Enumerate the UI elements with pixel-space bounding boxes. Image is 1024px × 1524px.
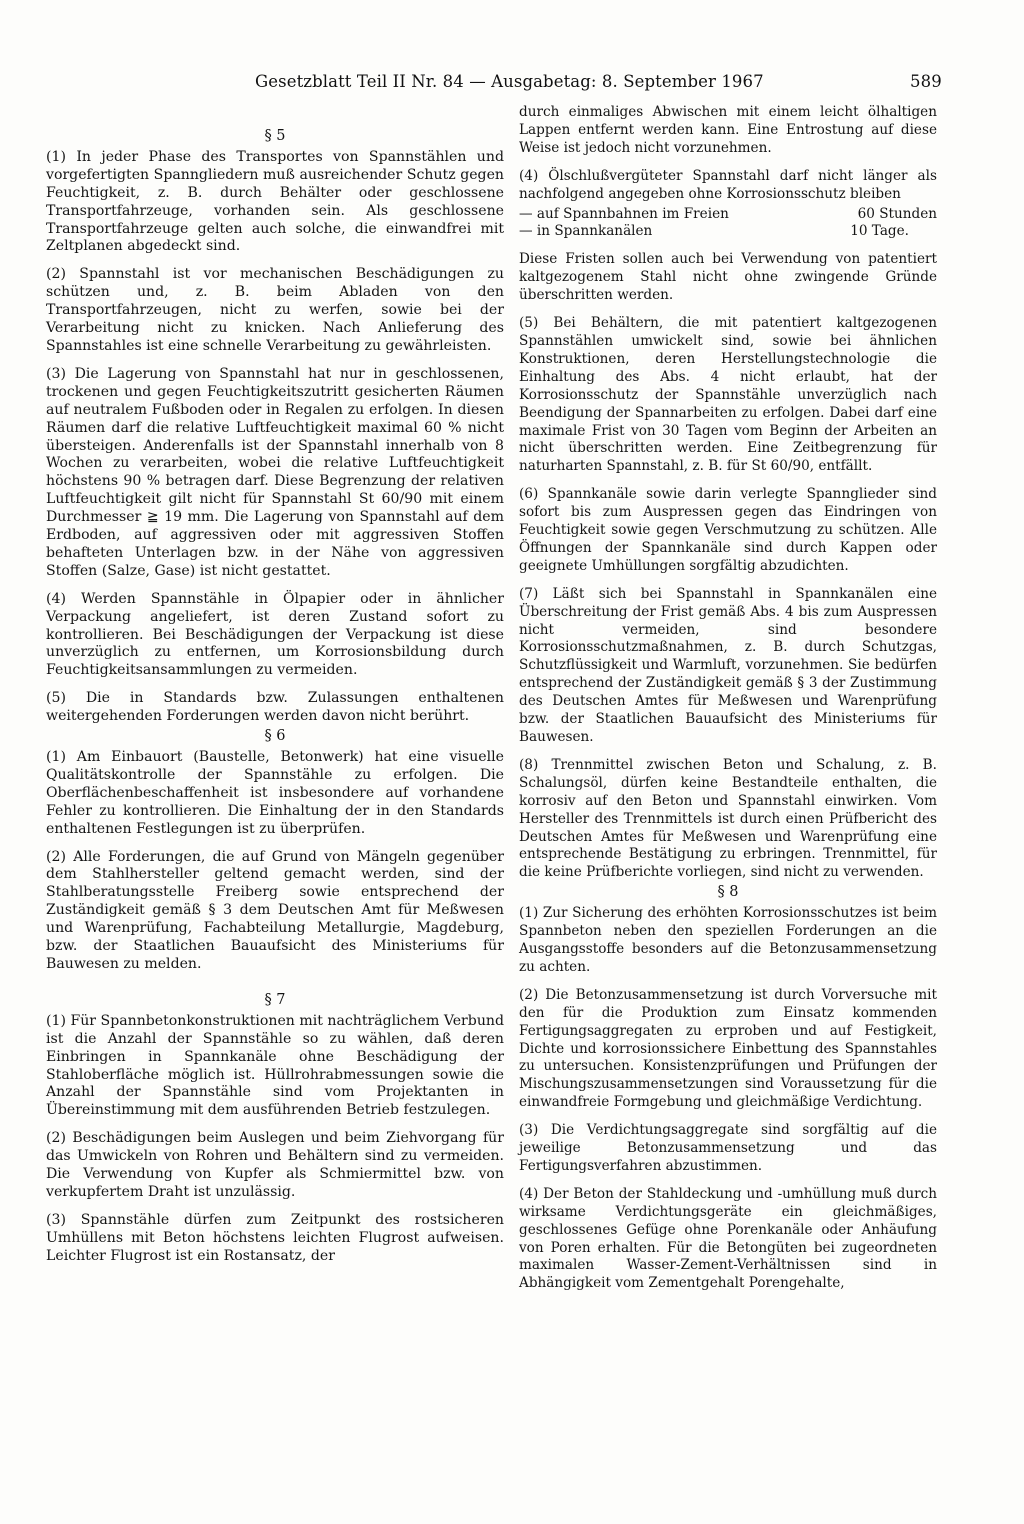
list-item-label: — auf Spannbahnen im Freien [519, 205, 729, 222]
paragraph-7-4: (4) Ölschlußvergüteter Spannstahl darf nicht länger als nachfolgend angegeben ohne Korrosionsschutz bleiben [519, 167, 937, 202]
paragraph-7-3: (3) Spannstähle dürfen zum Zeitpunkt des rostsicheren Umhüllens mit Beton höchstens leichten Flugrost aufweisen. Leichter Flugrost ist ein Rostansatz, der [46, 1211, 504, 1264]
list-item-label: — in Spannkanälen [519, 223, 653, 240]
page-header [255, 72, 955, 91]
list-item-value: 10 Tage. [850, 223, 909, 240]
paragraph-5-3: (3) Die Lagerung von Spannstahl hat nur in geschlossenen, trockenen und gegen Feuchtigkeitszutritt gesicherten Räumen auf neutralem Fußboden oder in Regalen zu erfolgen. In diesen Räumen darf die relative Luftfeuchtigkeit maximal 60 % nicht übersteigen. Anderenfalls ist der Spannstahl innerhalb von 8 Wochen zu verarbeiten, wobei die relative Luftfeuchtigkeit höchstens 90 % betragen darf. Diese Begrenzung der relativen Luftfeuchtigkeit gilt nicht für Spannstahl St 60/90 mit einem Durchmesser ≧ 19 mm. Die Lagerung von Spannstahl auf dem Erdboden, auf aggressiven oder mit aggressiven Stoffen behafteten Unterlagen bzw. in der Nähe von aggressiven Stoffen (Salze, Gase) ist nicht gestattet. [46, 365, 504, 579]
paragraph-7-8: (8) Trennmittel zwischen Beton und Schalung, z. B. Schalungsöl, dürfen keine Bestandteile enthalten, die korrosiv auf den Beton und Spannstahl einwirken. Vom Hersteller des Trennmittels ist durch einen Prüfbericht des Deutschen Amtes für Meßwesen und Warenprüfung eine entsprechende Bestätigung zu erbringen. Trennmittel, für die keine Prüfberichte vorliegen, sind nicht zu verwenden. [519, 756, 937, 881]
paragraph-5-1: (1) In jeder Phase des Transportes von Spannstählen und vorgefertigten Spanngliedern muß ausreichender Schutz gegen Feuchtigkeit, z. B. durch Behälter oder geschlossene Transportfahrzeuge, vorhanden sein. Als geschlossene Transportfahrzeuge gelten auch solche, die einwandfrei mit Zeltplanen abgedeckt sind. [46, 148, 504, 255]
paragraph-8-4: (4) Der Beton der Stahldeckung und -umhüllung muß durch wirksame Verdichtungsgeräte ein gleichmäßiges, geschlossenes Gefüge ohne Porenkanäle oder Anhäufung von Poren erhalten. Für die Betongüten bei zugeordneten maximalen Wasser-Zement-Verhältnissen sind in Abhängigkeit vom Zementgehalt Porengehalte, [519, 1185, 937, 1292]
section-5-heading: § 5 [264, 128, 286, 144]
section-8-heading: § 8 [717, 884, 739, 901]
paragraph-7-7: (7) Läßt sich bei Spannstahl in Spannkanälen eine Überschreitung der Frist gemäß Abs. 4 bis zum Auspressen nicht vermeiden, sind besondere Korrosionsschutzmaßnahmen, z. B. durch Schutzgas, Schutzflüssigkeit und Warmluft, vorzunehmen. Sie bedürfen entsprechend der Zuständigkeit gemäß § 3 der Zustimmung des Deutschen Amtes für Meßwesen und Warenprüfung bzw. der Staatlichen Bauaufsicht des Ministeriums für Bauwesen. [519, 585, 937, 745]
duration-list [519, 206, 937, 242]
paragraph-7-2: (2) Beschädigungen beim Auslegen und beim Ziehvorgang für das Umwickeln von Rohren und Behältern sind zu vermeiden. Die Verwendung von Kupfer als Schmiermittel bzw. von verkupfertem Draht ist unzulässig. [46, 1130, 504, 1200]
paragraph-8-2: (2) Die Betonzusammensetzung ist durch Vorversuche mit den für die Produktion zum Einsatz kommenden Fertigungsaggregaten zu erproben und auf Festigkeit, Dichte und korrosionssichere Einbettung des Spannstahles zu untersuchen. Konsistenzprüfungen und Prüfungen der Mischungszusammensetzungen sind Voraussetzung für die einwandfreie Formgebung und gleichmäßige Verdichtung. [519, 986, 937, 1111]
paragraph-8-1: (1) Zur Sicherung des erhöhten Korrosionsschutzes ist beim Spannbeton neben den speziellen Forderungen an die Ausgangsstoffe besonders auf die Betonzusammensetzung zu achten. [519, 905, 937, 975]
paragraph-5-4: (4) Werden Spannstähle in Ölpapier oder in ähnlicher Verpackung angeliefert, ist deren Zustand sofort zu kontrollieren. Bei Beschädigungen der Verpackung ist diese unverzüglich zu entfernen, um Korrosionsbildung durch Feuchtigkeitsansammlungen zu vermeiden. [46, 590, 504, 679]
list-item-value: 60 Stunden [857, 205, 937, 222]
paragraph-7-6: (6) Spannkanäle sowie darin verlegte Spannglieder sind sofort bis zum Auspressen gegen das Eindringen von Feuchtigkeit sowie gegen Verschmutzung zu schützen. Alle Öffnungen der Spannkanäle sind durch Kappen oder geeignete Umhüllungen sorgfältig abzudichten. [519, 486, 937, 574]
section-7-heading: § 7 [264, 991, 286, 1008]
left-column [46, 126, 504, 1276]
paragraph-6-1: (1) Am Einbauort (Baustelle, Betonwerk) hat eine visuelle Qualitätskontrolle der Spannstähle zu erfolgen. Die Oberflächenbeschaffenheit ist insbesondere auf vorhandene Fehler zu kontrollieren. Die Einhaltung der in den Standards enthaltenen Festlegungen ist zu überprüfen. [46, 749, 504, 837]
list-item [519, 223, 937, 241]
header-title: Gesetzblatt Teil II Nr. 84 — Ausgabetag: 8. September 1967 [255, 72, 764, 91]
right-column [519, 104, 937, 1303]
page-number: 589 [910, 72, 942, 91]
paragraph-7-1: (1) Für Spannbetonkonstruktionen mit nachträglichem Verbund ist die Anzahl der Spannstähle so zu wählen, daß deren Einbringen in Spannkanäle ohne Beschädigung der Stahloberfläche möglich ist. Hüllrohrabmessungen sowie die Anzahl der Spannstähle sind vom Projektanten in Übereinstimmung mit dem ausführenden Betrieb festzulegen. [46, 1012, 504, 1119]
paragraph-5-2: (2) Spannstahl ist vor mechanischen Beschädigungen zu schützen und, z. B. beim Abladen von den Transportfahrzeugen, nicht zu werfen, sowie bei der Verarbeitung nicht zu knicken. Nach Anlieferung des Spannstahles ist eine schnelle Verarbeitung zu gewährleisten. [46, 266, 504, 354]
list-item [519, 206, 937, 224]
paragraph-5-5: (5) Die in Standards bzw. Zulassungen enthaltenen weitergehenden Forderungen werden davon nicht berührt. [46, 690, 504, 725]
paragraph-6-2: (2) Alle Forderungen, die auf Grund von Mängeln gegenüber dem Stahlhersteller geltend gemacht werden, sind der Stahlberatungsstelle Freiberg sowie entsprechend der Zuständigkeit gemäß § 3 dem Deutschen Amt für Meßwesen und Warenprüfung, Fachabteilung Metallurgie, Magdeburg, bzw. der Staatlichen Bauaufsicht des Ministeriums für Bauwesen zu melden. [46, 848, 504, 972]
paragraph-7-4b: Diese Fristen sollen auch bei Verwendung von patentiert kaltgezogenem Stahl nicht ohne zwingende Gründe überschritten werden. [519, 251, 937, 304]
paragraph-7-3-continued: durch einmaliges Abwischen mit einem leicht ölhaltigen Lappen entfernt werden kann. Eine Entrostung auf diese Weise ist jedoch nicht vorzunehmen. [519, 104, 937, 156]
paragraph-7-5: (5) Bei Behältern, die mit patentiert kaltgezogenen Spannstählen umwickelt sind, sowie bei ähnlichen Konstruktionen, deren Herstellungstechnologie die Einhaltung des Abs. 4 nicht erlaubt, hat der Korrosionsschutz der Spannstähle unverzüglich nach Beendigung der Spannarbeiten zu erfolgen. Dabei darf eine maximale Frist von 30 Tagen vom Beginn der Arbeiten an nicht überschritten werden. Eine Zeitbegrenzung für naturharten Spannstahl, z. B. für St 60/90, entfällt. [519, 315, 937, 475]
section-6-heading: § 6 [264, 728, 286, 745]
paragraph-8-3: (3) Die Verdichtungsaggregate sind sorgfältig auf die jeweilige Betonzusammensetzung und das Fertigungsverfahren abzustimmen. [519, 1122, 937, 1174]
